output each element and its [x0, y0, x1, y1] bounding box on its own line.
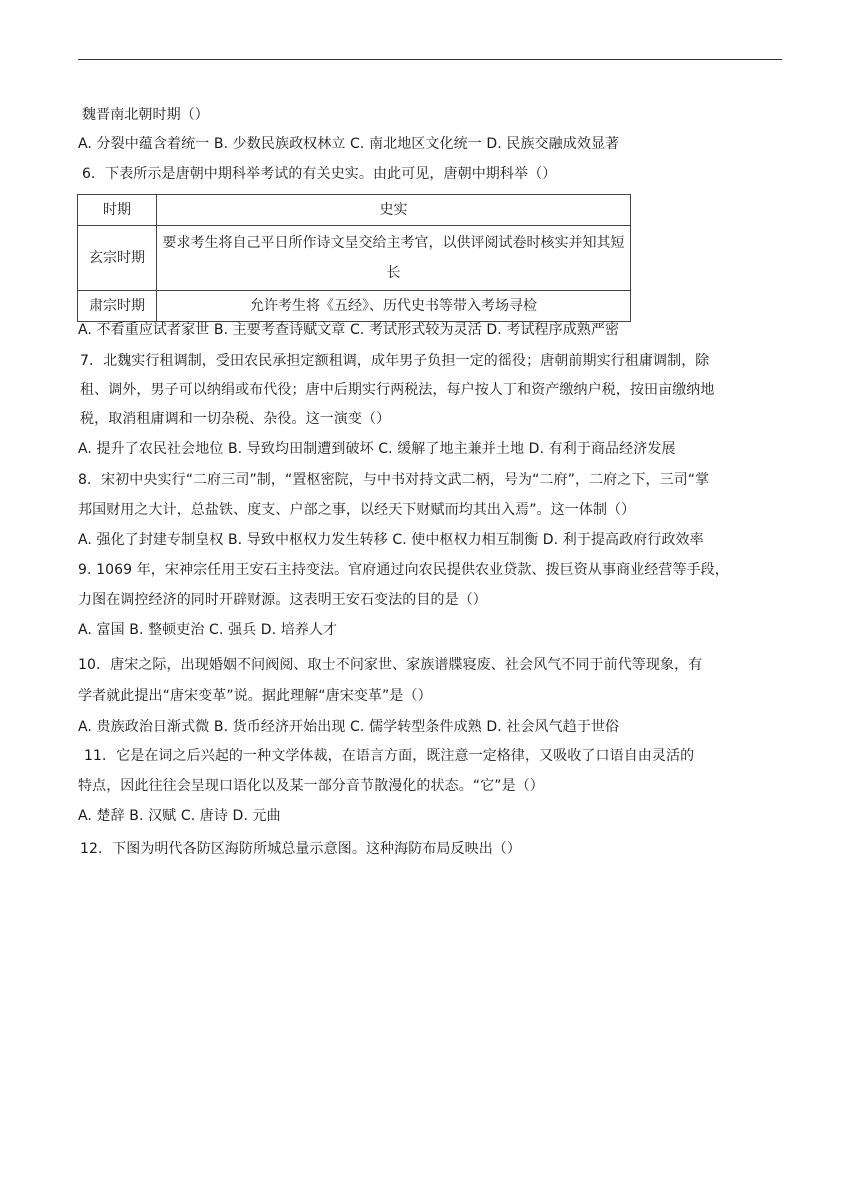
q8-line-1: 8．宋初中央实行“二府三司”制，“置枢密院，与中书对持文武二柄，号为“二府”，二府之下，三司“掌 — [78, 472, 710, 488]
q7-line-3: 税，取消租庸调和一切杂税、杂役。这一演变（） — [80, 411, 391, 427]
row-period: 玄宗时期 — [78, 226, 157, 291]
q8-line-2: 邦国财用之大计，总盐铁、度支、户部之事，以经天下财赋而均其出入焉”。这一体制（） — [78, 502, 636, 518]
q6-table — [77, 194, 631, 322]
header-rule — [78, 59, 782, 60]
row-period: 肃宗时期 — [78, 291, 157, 322]
q5-options: A. 分裂中蕴含着统一 B. 少数民族政权林立 C. 南北地区文化统一 D. 民族交融成效显著 — [78, 136, 620, 152]
q11-line-1: 11．它是在词之后兴起的一种文学体裁，在语言方面，既注意一定格律，又吸收了口语自由灵活的 — [84, 748, 695, 764]
q8-options: A. 强化了封建专制皇权 B. 导致中枢权力发生转移 C. 使中枢权力相互制衡 D. 利于提高政府行政效率 — [78, 532, 704, 548]
row-fact-text: 要求考生将自己平日所作诗文呈交给主考官，以供评阅试卷时核实并知其短长 — [162, 235, 625, 281]
q9-line-1: 9. 1069 年，宋神宗任用王安石主持变法。官府通过向农民提供农业贷款、拨巨资从事商业经营等手段， — [78, 562, 729, 578]
q7-line-2: 租、调外，男子可以纳绢或布代役；唐中后期实行两税法，每户按人丁和资产缴纳户税，按田亩缴纳地 — [80, 382, 715, 398]
q7-line-1: 7．北魏实行租调制，受田农民承担定额租调，成年男子负担一定的徭役；唐朝前期实行租庸调制，除 — [80, 353, 710, 369]
table-header-row — [78, 195, 631, 226]
q5-stem-tail: 魏晋南北朝时期（） — [82, 107, 209, 123]
q7-options: A. 提升了农民社会地位 B. 导致均田制遭到破坏 C. 缓解了地主兼并土地 D. 有利于商品经济发展 — [78, 441, 676, 457]
row-fact — [157, 226, 631, 291]
q11-line-2: 特点，因此往往会呈现口语化以及某一部分音节散漫化的状态。“它”是（） — [78, 778, 544, 794]
q11-options: A. 楚辞 B. 汉赋 C. 唐诗 D. 元曲 — [78, 808, 281, 824]
q9-options: A. 富国 B. 整顿吏治 C. 强兵 D. 培养人才 — [78, 622, 338, 638]
table-row — [78, 291, 631, 322]
row-fact: 允许考生将《五经》、历代史书等带入考场寻检 — [157, 291, 631, 322]
q10-line-2: 学者就此提出“唐宋变革”说。据此理解“唐宋变革”是（） — [78, 688, 432, 704]
q10-line-1: 10．唐宋之际，出现婚姻不问阀阅、取士不问家世、家族谱牒寝废、社会风气不同于前代等现象，有 — [78, 657, 703, 673]
q6-options: A. 不看重应试者家世 B. 主要考查诗赋文章 C. 考试形式较为灵活 D. 考试程序成熟严密 — [78, 322, 620, 338]
q10-options: A. 贵族政治日渐式微 B. 货币经济开始出现 C. 儒学转型条件成熟 D. 社会风气趋于世俗 — [78, 719, 620, 735]
header-period: 时期 — [78, 195, 157, 226]
q6-stem: 6．下表所示是唐朝中期科举考试的有关史实。由此可见，唐朝中期科举（） — [82, 166, 557, 182]
q12-stem: 12．下图为明代各防区海防所城总量示意图。这种海防布局反映出（） — [80, 841, 522, 857]
header-fact: 史实 — [157, 195, 631, 226]
table-row — [78, 226, 631, 291]
q9-line-2: 力图在调控经济的同时开辟财源。这表明王安石变法的目的是（） — [78, 592, 487, 608]
